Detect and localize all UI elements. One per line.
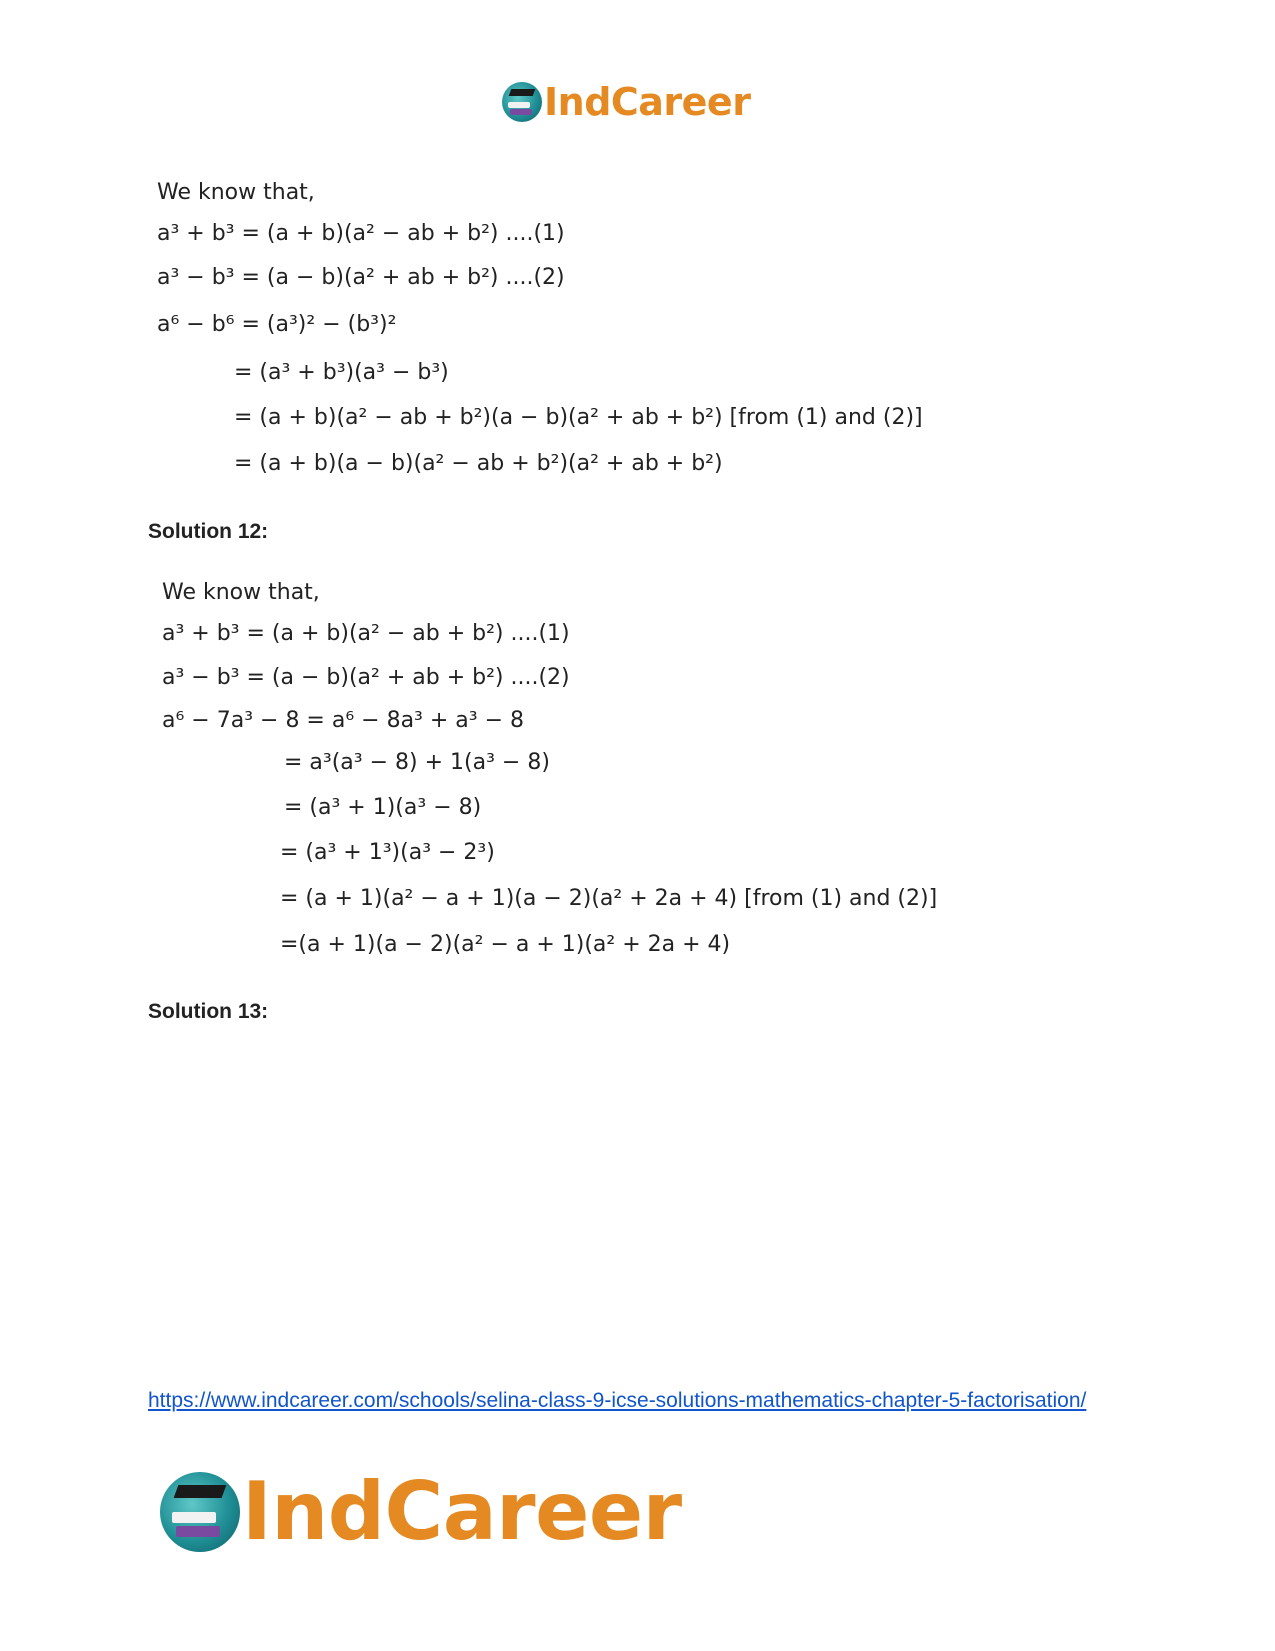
- math-line: =(a + 1)(a − 2)(a² − a + 1)(a² + 2a + 4): [280, 932, 731, 957]
- math-line: a⁶ − b⁶ = (a³)² − (b³)²: [157, 312, 397, 337]
- math-line: a⁶ − 7a³ − 8 = a⁶ − 8a³ + a³ − 8: [162, 708, 525, 733]
- math-line: = (a + b)(a − b)(a² − ab + b²)(a² + ab + b²): [234, 451, 723, 476]
- logo-text: IndCareer: [544, 80, 751, 124]
- math-line: = (a³ + 1)(a³ − 8): [284, 795, 482, 820]
- math-line: = (a + b)(a² − ab + b²)(a − b)(a² + ab + b²) [from (1) and (2)]: [234, 405, 923, 430]
- math-line: We know that,: [157, 180, 315, 205]
- solution-12-heading: Solution 12:: [148, 520, 269, 543]
- math-line: a³ − b³ = (a − b)(a² + ab + b²) ....(2): [157, 265, 565, 290]
- graduation-cap-icon: [502, 82, 542, 122]
- solution-13-heading: Solution 13:: [148, 1000, 269, 1023]
- math-line: = a³(a³ − 8) + 1(a³ − 8): [284, 750, 550, 775]
- math-line: a³ + b³ = (a + b)(a² − ab + b²) ....(1): [157, 221, 565, 246]
- logo-text: IndCareer: [242, 1465, 682, 1558]
- math-line: = (a³ + 1³)(a³ − 2³): [280, 840, 495, 865]
- graduation-cap-icon: [160, 1472, 240, 1552]
- footer-logo: [160, 1465, 682, 1558]
- math-line: a³ − b³ = (a − b)(a² + ab + b²) ....(2): [162, 665, 570, 690]
- math-line: a³ + b³ = (a + b)(a² − ab + b²) ....(1): [162, 621, 570, 646]
- math-line: We know that,: [162, 580, 320, 605]
- header-logo: [502, 80, 750, 124]
- source-link[interactable]: https://www.indcareer.com/schools/selina-class-9-icse-solutions-mathematics-chapter-5-factorisation/: [148, 1389, 1087, 1412]
- math-line: = (a + 1)(a² − a + 1)(a − 2)(a² + 2a + 4) [from (1) and (2)]: [280, 886, 938, 911]
- math-line: = (a³ + b³)(a³ − b³): [234, 360, 449, 385]
